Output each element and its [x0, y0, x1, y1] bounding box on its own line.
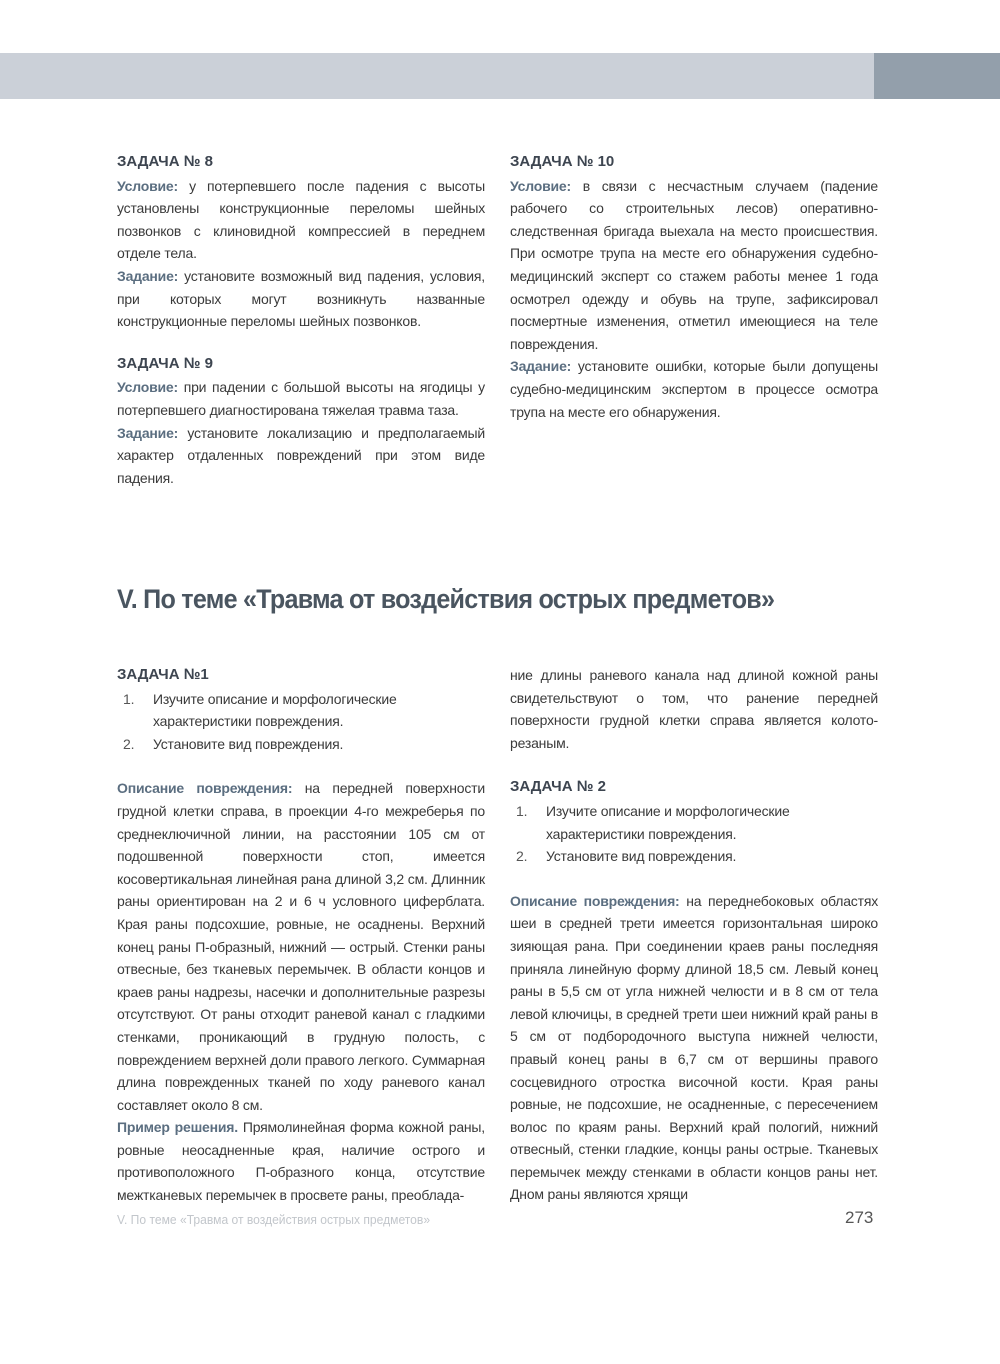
task-1-steps — [117, 688, 485, 756]
assignment-text: установите возможный вид падения, условия, при которых могут возникнуть названные конструкционные переломы шейных позвонков. — [117, 267, 485, 330]
condition-label: Условие: — [117, 177, 178, 194]
description-label: Описание повреждения: — [510, 892, 680, 909]
section-title: V. По теме «Травма от воздействия острых предметов» — [117, 584, 775, 614]
task-9 — [117, 353, 485, 490]
task-10-title: ЗАДАЧА № 10 — [510, 153, 615, 170]
step-text: Установите вид повреждения. — [546, 848, 737, 865]
task-1-title: ЗАДАЧА №1 — [117, 666, 209, 683]
task-2-description — [510, 890, 878, 1206]
task-2-title: ЗАДАЧА № 2 — [510, 778, 606, 796]
step-number: 2. — [123, 735, 135, 752]
page-number: 273 — [845, 1208, 874, 1227]
solution-text: Прямолинейная форма кожной раны, ровные неосадненные края, наличие острого и противоположного П-образного конца, отсутствие межтканевых перемычек в просвете раны, преоблада- — [117, 1119, 485, 1204]
condition-text: у потерпевшего после падения с высоты установлены конструкционные переломы шейных позвонков с клиновидной компрессией в переднем отделе тела. — [117, 177, 485, 262]
assignment-label: Задание: — [117, 267, 179, 284]
step-number: 1. — [123, 690, 135, 707]
assignment-label: Задание: — [510, 358, 572, 375]
step-number: 1. — [516, 802, 528, 819]
task-2-steps — [510, 800, 878, 868]
task-9-condition — [117, 376, 485, 421]
description-text: на переднебоковых областях шеи в средней трети имеется горизонтальная широко зияющая рана. При соединении краев раны последняя приняла линейную форму длиной 18,5 см. Левый конец раны в 5,5 см от угла нижней челюсти и в 8 см от тела левой ключицы, в средней трети шеи нижний край раны в 5 см от подбородочного выступа нижней челюсти, правый конец раны в 6,7 см от вершины правого сосцевидного отростка височной кости. Края раны ровные, не подсохшие, не осадненные, с пересечением волос по краям раны. Верхний край пологий, нижний отвесный, стенки гладкие, концы раны острые. Тканевых перемычек между стенками в области концов раны нет. Дном раны являются хрящи — [510, 892, 878, 1203]
solution-label: Пример решения. — [117, 1119, 238, 1136]
task-10 — [510, 151, 878, 423]
step-item — [123, 733, 485, 756]
task-1-solution-continued: ние длины раневого канала над длиной кожной раны свидетельствуют о том, что ранение передней поверхности грудной клетки справа является колото-резаным. — [510, 667, 878, 751]
condition-text: в связи с несчастным случаем (падение рабочего со строительных лесов) оперативно-следственная бригада выехала на место происшествия. При осмотре трупа на месте его обнаружения судебно-медицинский эксперт со стажем работы менее 1 года осмотрел одежду и обувь на трупе, зафиксировал посмертные изменения, отметил имеющиеся на теле повреждения. — [510, 177, 878, 352]
description-label: Описание повреждения: — [117, 780, 293, 797]
task-8 — [117, 151, 485, 333]
task-1-description — [117, 777, 485, 1116]
step-item — [123, 688, 485, 733]
task-8-condition — [117, 175, 485, 265]
task-8-title: ЗАДАЧА № 8 — [117, 153, 213, 170]
description-text: на передней поверхности грудной клетки справа, в проекции 4-го межреберья по среднеключичной линии, на расстоянии 105 см от подошвенной поверхности стоп, имеется косовертикальная линейная рана длиной 3,2 см. Длинник раны ориентирован на 2 и 6 ч условного циферблата. Края раны подсохшие, ровные, не осаднены. Верхний конец раны П-образный, нижний — острый. Стенки раны отвесные, без тканевых перемычек. В области концов и краев раны надрезы, насечки и дополнительные разрезы отсутствуют. От раны отходит раневой канал с гладкими стенками, проникающий в грудную полость, с повреждением верхней доли правого легкого. Суммарная длина поврежденных тканей по ходу раневого канал составляет около 8 см. — [117, 780, 486, 1113]
task-8-assignment — [117, 265, 485, 333]
condition-text: при падении с большой высоты на ягодицы у потерпевшего диагностирована тяжелая травма таза. — [117, 379, 485, 418]
step-item — [516, 800, 878, 845]
running-title: V. По теме «Травма от воздействия острых предметов» — [117, 1212, 431, 1227]
step-text: Изучите описание и морфологические характеристики повреждения. — [546, 802, 790, 842]
task-9-title: ЗАДАЧА № 9 — [117, 354, 213, 372]
step-item — [516, 845, 878, 868]
task-10-assignment — [510, 355, 878, 423]
top-left-column — [117, 151, 485, 509]
bottom-left-column — [117, 664, 485, 1207]
top-right-column — [510, 151, 878, 443]
condition-label: Условие: — [510, 177, 571, 194]
assignment-label: Задание: — [117, 424, 179, 441]
step-text: Изучите описание и морфологические характеристики повреждения. — [153, 690, 397, 730]
header-bar-accent — [874, 53, 1000, 99]
assignment-text: установите ошибки, которые были допущены судебно-медицинским экспертом в процессе осмотра трупа на месте его обнаружения. — [510, 358, 878, 420]
step-number: 2. — [516, 848, 528, 865]
condition-label: Условие: — [117, 379, 178, 396]
task-10-condition — [510, 175, 878, 356]
header-bar — [0, 53, 874, 99]
step-text: Установите вид повреждения. — [153, 735, 344, 752]
task-1-solution — [117, 1116, 485, 1206]
task-9-assignment — [117, 422, 485, 490]
bottom-right-column — [510, 664, 878, 1206]
assignment-text: установите локализацию и предполагаемый характер отдаленных повреждений при этом виде падения. — [117, 424, 485, 486]
